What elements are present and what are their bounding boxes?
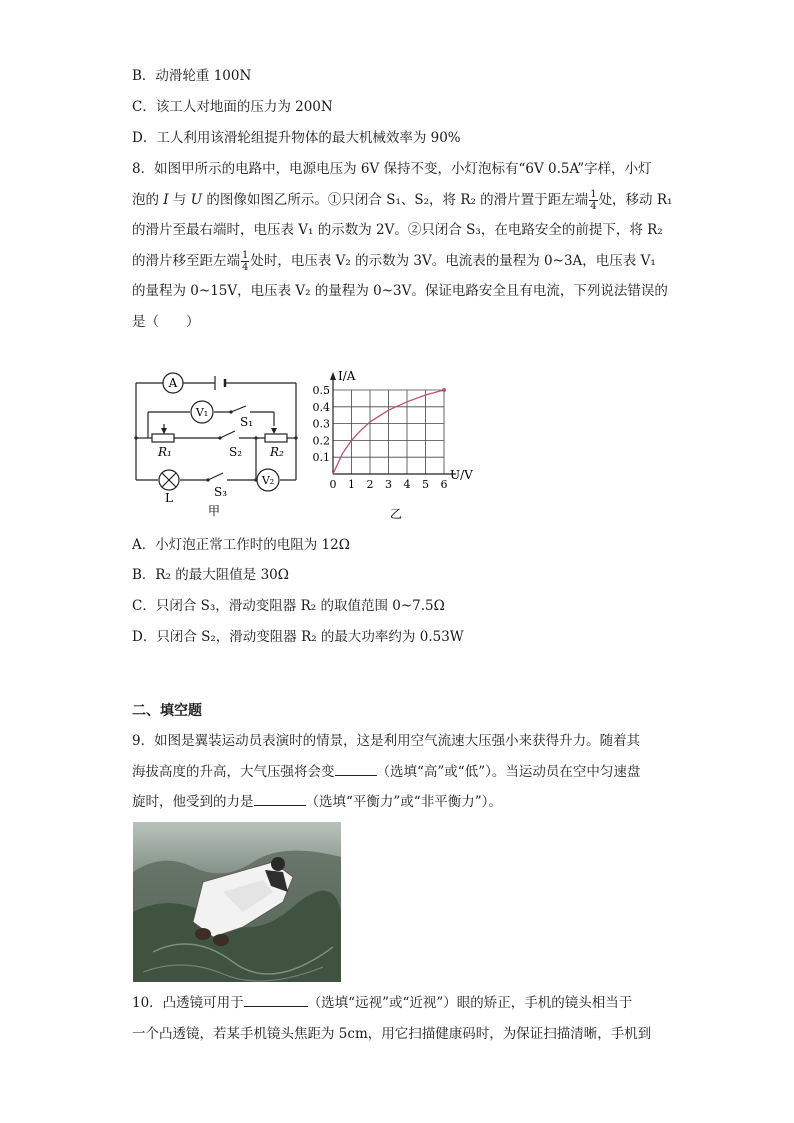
lamp-label: L [165,491,173,505]
x-tick-label: 3 [385,478,392,491]
option-q7-b: B．动滑轮重 100N [132,68,252,84]
chart-endpoint [442,388,446,392]
iu-graph [308,366,478,522]
question-10: 10．凸透镜可用于 （选填“远视”或“近视”）眼的矫正，手机的镜头相当于 一个凸透镜，若某手机镜头焦距为 5cm，用它扫描健康码时，为保证扫描清晰，手机到 [132,988,662,1049]
voltmeter-v2-label: V₂ [261,474,275,487]
x-tick-label: 1 [348,478,355,491]
answer-blank-3[interactable] [244,992,308,1007]
option-q8-b: B．R₂ 的最大阻值是 30Ω [132,567,289,583]
x-tick-label: 6 [440,478,448,491]
x-tick-label: 5 [422,478,429,491]
circuit-caption: 甲 [208,504,221,518]
fraction-one-quarter: $\frac{1}{4}$ [590,188,597,212]
chart-axes [330,372,456,474]
chart-y-label: I/A [338,369,356,383]
wingsuit-photo [133,822,341,982]
answer-blank-2[interactable] [254,791,306,806]
x-tick-label: 0 [329,478,337,491]
option-q8-a: A．小灯泡正常工作时的电阻为 12Ω [132,537,350,553]
answer-blank-1[interactable] [335,761,377,776]
x-tick-label: 4 [403,478,411,491]
y-tick-label: 0.1 [312,451,330,465]
switch-s2-label: S₂ [229,445,243,459]
ammeter-label: A [168,376,178,390]
chart-x-label: U/V [450,468,473,482]
y-tick-label: 0.4 [312,400,330,414]
fraction-one-quarter-2: $\frac{1}{4}$ [242,249,249,273]
option-q8-d: D．只闭合 S₂，滑动变阻器 R₂ 的最大功率约为 0.53W [132,629,464,645]
resistor-r1-label: R₁ [158,445,172,459]
option-q8-c: C．只闭合 S₃，滑动变阻器 R₂ 的取值范围 0~7.5Ω [132,598,445,614]
question-9: 9．如图是翼装运动员表演时的情景，这是利用空气流速大压强小来获得升力。随着其 海拔高度的升高，大气压强将会变 （选填“高”或“低”）。当运动员在空中匀速盘 旋时，他受到的力是 （选填“平衡力”或“非平衡力”）。 [132,733,641,810]
voltmeter-v1-label: V₁ [195,406,209,419]
option-q7-c: C．该工人对地面的压力为 200N [132,99,333,115]
chart-grid [333,390,444,474]
chart-caption: 乙 [390,507,403,521]
switch-s1-label: S₁ [240,415,254,429]
section-title: 二、填空题 [132,703,202,719]
y-axis-arrow [330,372,336,380]
question-8-stem: 8．如图甲所示的电路中，电源电压为 6V 保持不变，小灯泡标有“6V 0.5A”字样，小灯 泡的 I 与 U 的图像如图乙所示。①只闭合 S₁、S₂，将 R₂ 的滑片置于距左端 $\frac{1}{4}$ 处，移动 R₁ 的滑片至最右端时，电压表 V₁ 的示数为 2V。②只闭合 S₃，在电路安全的前提下，将 R₂ 的滑片移至距左端 $\frac{1}{4}$ 处时，电压表 V₂ 的示数为 3V。电流表的量程为 0~3A，电压表 V₁ 的量程为 0~15V，电压表 V₂ 的量程为 0~3V。保证电路安全且有电流，下列说法错误的 是（ ） [132,161,673,330]
circuit-diagram [128,368,308,518]
y-tick-label: 0.5 [312,384,330,397]
y-tick-label: 0.3 [312,417,330,431]
y-tick-label: 0.2 [312,434,330,448]
option-q7-d: D．工人利用该滑轮组提升物体的最大机械效率为 90% [132,130,461,146]
switch-s3-label: S₃ [214,485,228,499]
resistor-r2-label: R₂ [270,445,284,459]
x-tick-label: 2 [366,478,374,491]
